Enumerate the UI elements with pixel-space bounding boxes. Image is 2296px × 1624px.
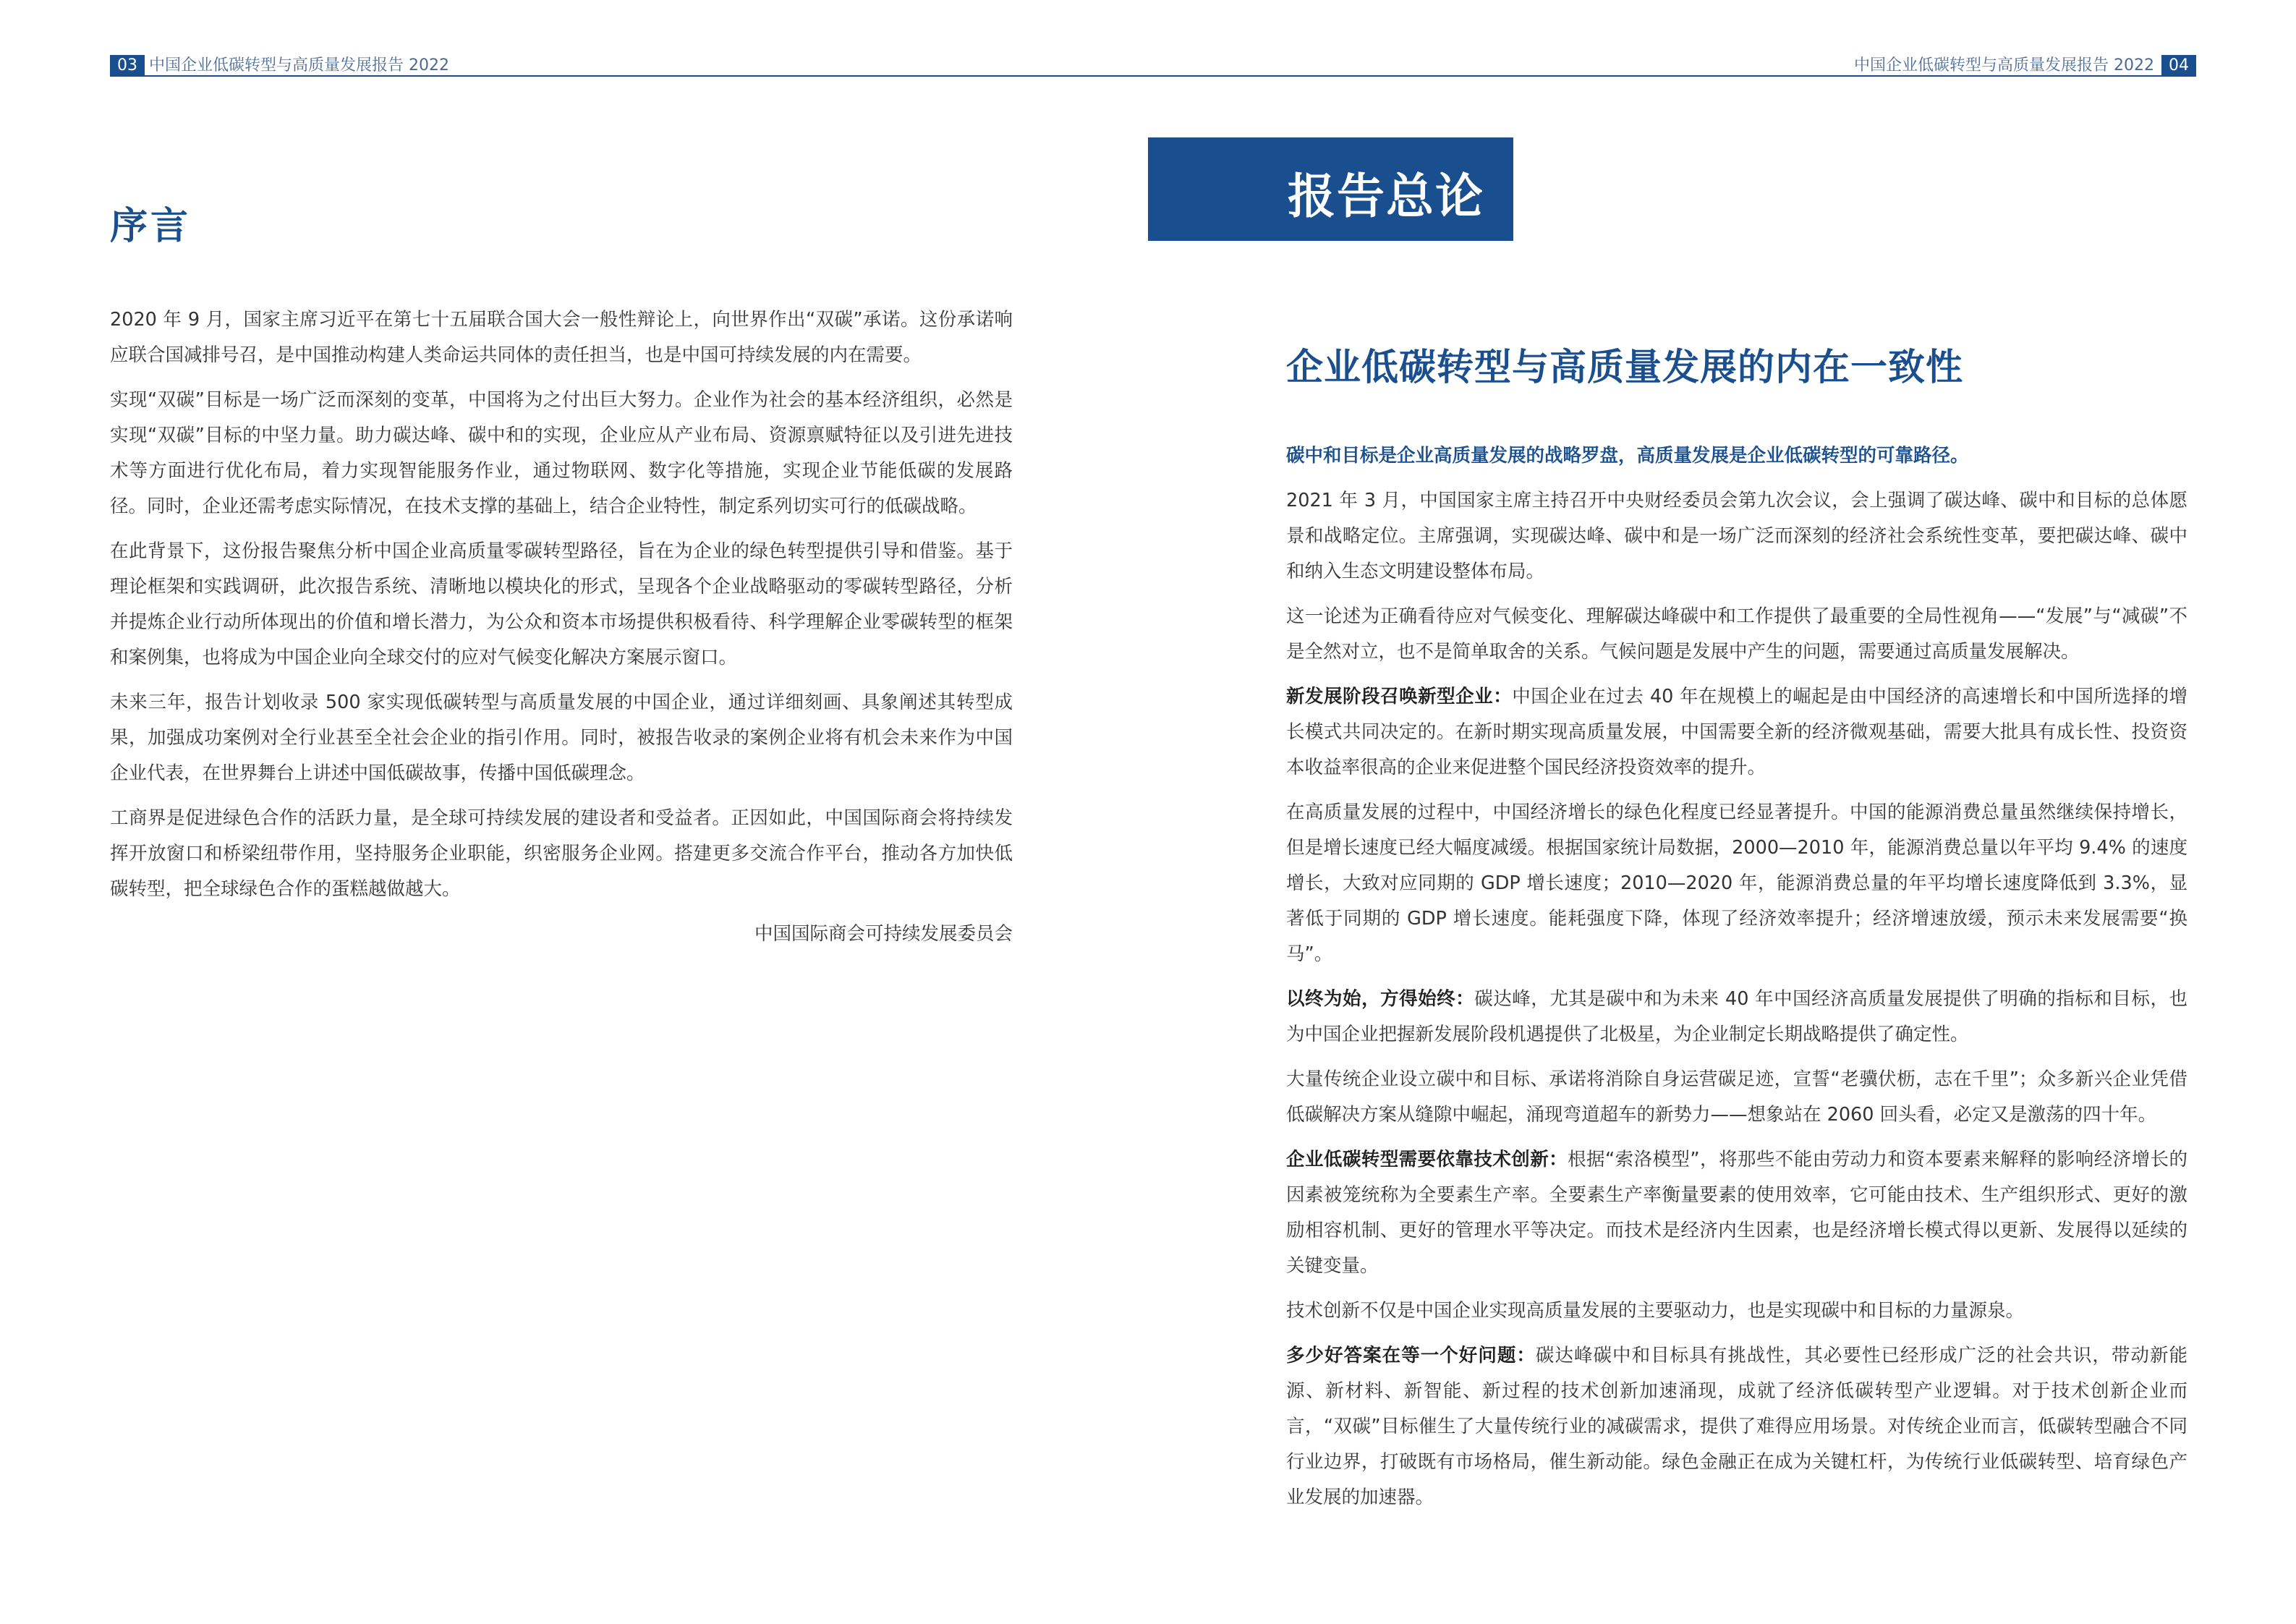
lead-statement: 碳中和目标是企业高质量发展的战略罗盘，高质量发展是企业低碳转型的可靠路径。	[1286, 445, 1969, 467]
paragraph-text: 碳达峰，尤其是碳中和为未来 40 年中国经济高质量发展提供了明确的指标和目标，也为中国企业把握新发展阶段机遇提供了北极星，为企业制定长期战略提供了确定性。	[1286, 988, 2187, 1045]
summary-body	[1286, 438, 2187, 1525]
preface-paragraph: 实现“双碳”目标是一场广泛而深刻的变革，中国将为之付出巨大努力。企业作为社会的基本经济组织，必然是实现“双碳”目标的中坚力量。助力碳达峰、碳中和的实现，企业应从产业布局、资源禀赋特征以及引进先进技术等方面进行优化布局，着力实现智能服务作业，通过物联网、数字化等措施，实现企业节能低碳的发展路径。同时，企业还需考虑实际情况，在技术支撑的基础上，结合企业特性，制定系列切实可行的低碳战略。	[110, 389, 1013, 517]
summary-paragraph	[1286, 483, 2187, 590]
summary-paragraph	[1286, 1338, 2187, 1515]
paragraph-bold-lead: 以终为始，方得始终：	[1286, 988, 1475, 1010]
section-title: 企业低碳转型与高质量发展的内在一致性	[1286, 347, 1964, 389]
preface-paragraph: 2020 年 9 月，国家主席习近平在第七十五届联合国大会一般性辩论上，向世界作出“双碳”承诺。这份承诺响应联合国减排号召，是中国推动构建人类命运共同体的责任担当，也是中国可持续发展的内在需要。	[110, 309, 1013, 366]
paragraph-text: 大量传统企业设立碳中和目标、承诺将消除自身运营碳足迹，宣誓“老骥伏枥，志在千里”；众多新兴企业凭借低碳解决方案从缝隙中崛起，涌现弯道超车的新势力——想象站在 2060 回头看，必定又是激荡的四十年。	[1286, 1068, 2187, 1126]
summary-paragraph	[1286, 982, 2187, 1053]
paragraph-bold-lead: 多少好答案在等一个好问题：	[1286, 1345, 1536, 1366]
right-running-header: 中国企业低碳转型与高质量发展报告 2022	[1854, 56, 2154, 75]
left-page-number: 03	[110, 55, 145, 77]
chapter-banner-title: 报告总论	[1288, 169, 1484, 224]
preface-paragraph: 未来三年，报告计划收录 500 家实现低碳转型与高质量发展的中国企业，通过详细刻画、具象阐述其转型成果，加强成功案例对全行业甚至全社会企业的指引作用。同时，被报告收录的案例企业将有机会未来作为中国企业代表，在世界舞台上讲述中国低碳故事，传播中国低碳理念。	[110, 692, 1013, 784]
summary-paragraph	[1286, 1142, 2187, 1284]
paragraph-text: 碳达峰碳中和目标具有挑战性，其必要性已经形成广泛的社会共识，带动新能源、新材料、新智能、新过程的技术创新加速涌现，成就了经济低碳转型产业逻辑。对于技术创新企业而言，“双碳”目标催生了大量传统行业的减碳需求，提供了难得应用场景。对传统企业而言，低碳转型融合不同行业边界，打破既有市场格局，催生新动能。绿色金融正在成为关键杠杆，为传统行业低碳转型、培育绿色产业发展的加速器。	[1286, 1345, 2187, 1508]
paragraph-text: 中国企业在过去 40 年在规模上的崛起是由中国经济的高速增长和中国所选择的增长模式共同决定的。在新时期实现高质量发展，中国需要全新的经济微观基础，需要大批具有成长性、投资资本收益率很高的企业来促进整个国民经济投资效率的提升。	[1286, 686, 2187, 778]
summary-paragraph	[1286, 1062, 2187, 1133]
header-divider	[110, 75, 2193, 77]
preface-body	[110, 302, 1013, 952]
summary-paragraph	[1286, 679, 2187, 786]
left-running-header: 中国企业低碳转型与高质量发展报告 2022	[149, 56, 449, 75]
paragraph-text: 根据“索洛模型”，将那些不能由劳动力和资本要素来解释的影响经济增长的因素被笼统称为全要素生产率。全要素生产率衡量要素的使用效率，它可能由技术、生产组织形式、更好的激励相容机制、更好的管理水平等决定。而技术是经济内生因素，也是经济增长模式得以更新、发展得以延续的关键变量。	[1286, 1149, 2187, 1277]
summary-paragraph	[1286, 599, 2187, 670]
right-page-number: 04	[2161, 55, 2196, 77]
summary-paragraph	[1286, 795, 2187, 972]
preface-signature: 中国国际商会可持续发展委员会	[754, 923, 1013, 945]
paragraph-bold-lead: 新发展阶段召唤新型企业：	[1286, 686, 1513, 707]
paragraph-text: 2021 年 3 月，中国国家主席主持召开中央财经委员会第九次会议，会上强调了碳达峰、碳中和目标的总体愿景和战略定位。主席强调，实现碳达峰、碳中和是一场广泛而深刻的经济社会系统性变革，要把碳达峰、碳中和纳入生态文明建设整体布局。	[1286, 490, 2187, 582]
paragraph-bold-lead: 企业低碳转型需要依靠技术创新：	[1286, 1149, 1568, 1170]
preface-heading: 序言	[110, 205, 192, 248]
preface-paragraph: 工商界是促进绿色合作的活跃力量，是全球可持续发展的建设者和受益者。正因如此，中国国际商会将持续发挥开放窗口和桥梁纽带作用，坚持服务企业职能，织密服务企业网。搭建更多交流合作平台，推动各方加快低碳转型，把全球绿色合作的蛋糕越做越大。	[110, 807, 1013, 900]
paragraph-text: 技术创新不仅是中国企业实现高质量发展的主要驱动力，也是实现碳中和目标的力量源泉。	[1286, 1300, 2025, 1322]
preface-paragraph: 在此背景下，这份报告聚焦分析中国企业高质量零碳转型路径，旨在为企业的绿色转型提供引导和借鉴。基于理论框架和实践调研，此次报告系统、清晰地以模块化的形式，呈现各个企业战略驱动的零碳转型路径，分析并提炼企业行动所体现出的价值和增长潜力，为公众和资本市场提供积极看待、科学理解企业零碳转型的框架和案例集，也将成为中国企业向全球交付的应对气候变化解决方案展示窗口。	[110, 540, 1013, 668]
paragraph-text: 这一论述为正确看待应对气候变化、理解碳达峰碳中和工作提供了最重要的全局性视角——“发展”与“减碳”不是全然对立，也不是简单取舍的关系。气候问题是发展中产生的问题，需要通过高质量发展解决。	[1286, 605, 2187, 663]
paragraph-text: 在高质量发展的过程中，中国经济增长的绿色化程度已经显著提升。中国的能源消费总量虽然继续保持增长，但是增长速度已经大幅度减缓。根据国家统计局数据，2000—2010 年，能源消费总量以年平均 9.4% 的速度增长，大致对应同期的 GDP 增长速度；2010—2020 年，能源消费总量的年平均增长速度降低到 3.3%，显著低于同期的 GDP 增长速度。能耗强度下降，体现了经济效率提升；经济增速放缓，预示未来发展需要“换马”。	[1286, 802, 2187, 965]
summary-paragraph	[1286, 1293, 2187, 1329]
